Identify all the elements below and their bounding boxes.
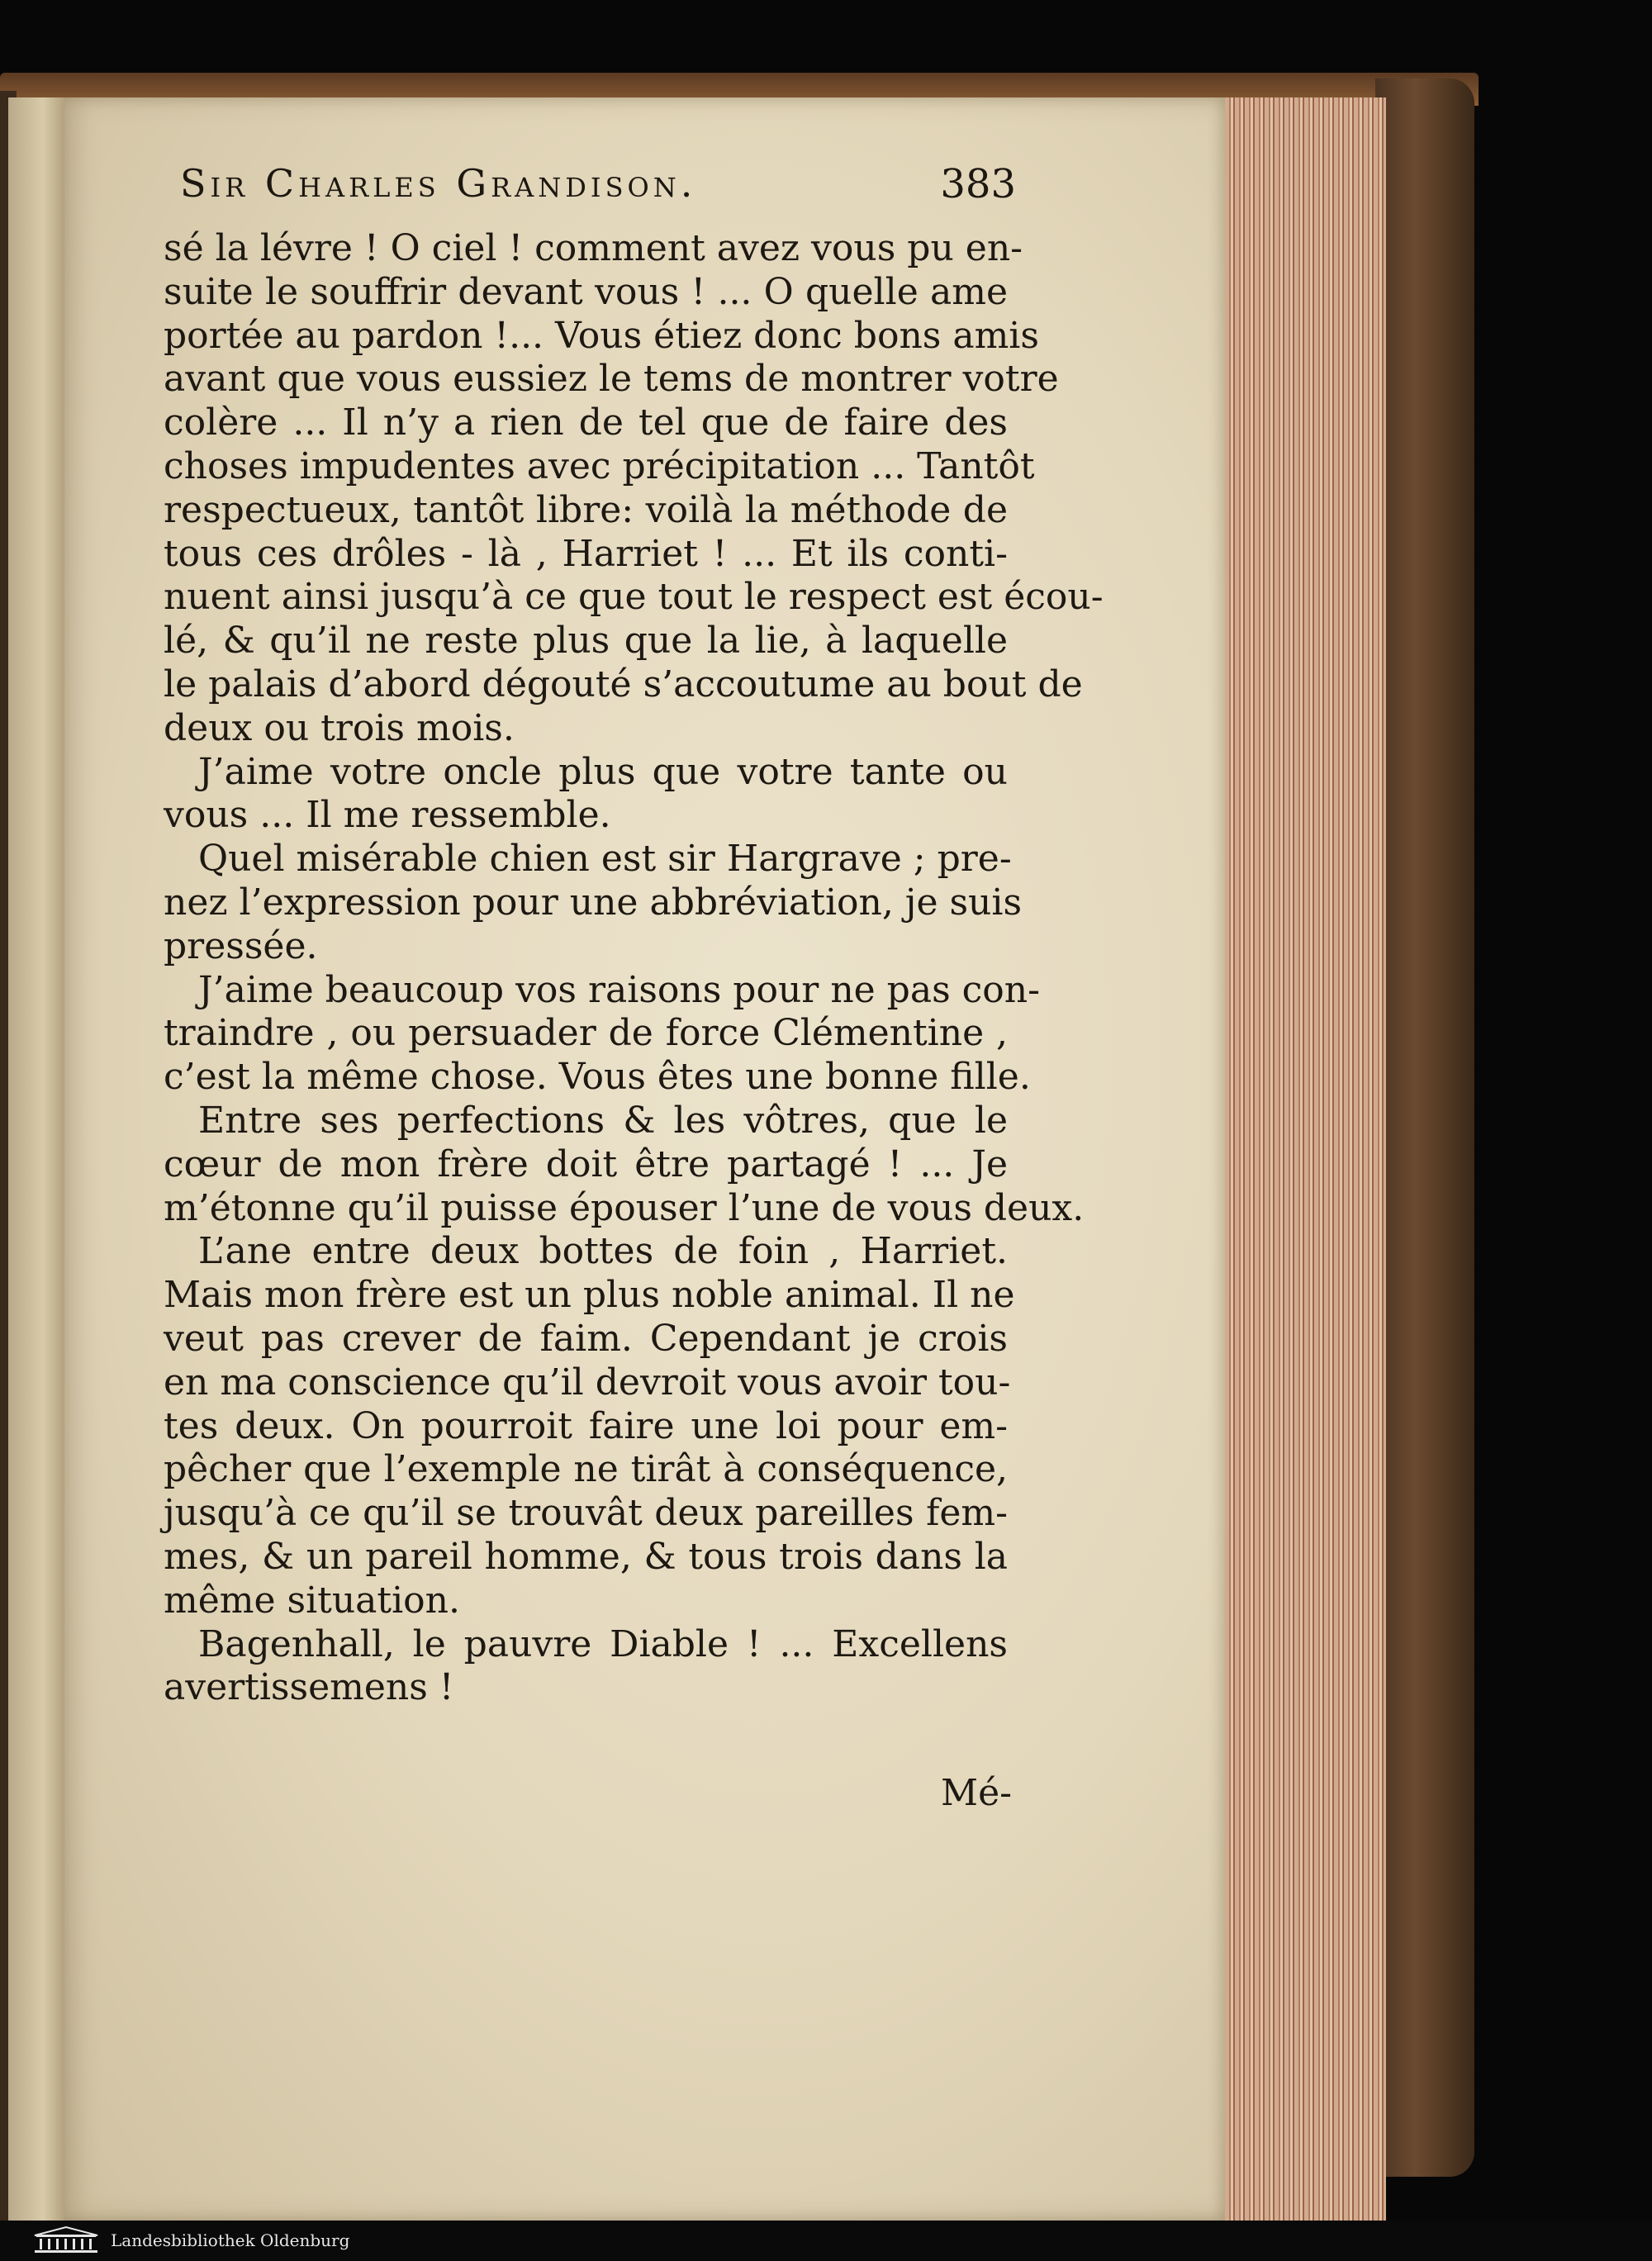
- text-line: sé la lévre ! O ciel ! comment avez vous pu en-: [164, 227, 1023, 269]
- text-line: nuent ainsi jusqu’à ce que tout le respect est écou-: [164, 576, 1104, 619]
- text-line: en ma conscience qu’il devroit vous avoir tou-: [164, 1361, 1011, 1404]
- text-line: c’est la même chose. Vous êtes une bonne fille.: [164, 1056, 1031, 1099]
- text-line: respectueux, tantôt libre: voilà la méthode de: [164, 488, 1008, 531]
- text-line: L’ane entre deux bottes de foin , Harriet.: [198, 1230, 1008, 1273]
- page-block-edges: [1222, 97, 1386, 2254]
- text-line: avant que vous eussiez le tems de montrer votre: [164, 358, 1059, 401]
- text-line: cœur de mon frère doit être partagé ! ... Je: [164, 1142, 1008, 1185]
- library-building-icon: [33, 2225, 99, 2254]
- text-line: suite le souffrir devant vous ! ... O quelle ame: [164, 270, 1008, 313]
- book-cover-right-edge: [1375, 78, 1474, 2177]
- library-name: Landesbibliothek Oldenburg: [111, 2230, 350, 2250]
- text-line: choses impudentes avec précipitation ... Tantôt: [164, 444, 1035, 487]
- text-line: pêcher que l’exemple ne tirât à conséquence,: [164, 1448, 1008, 1491]
- body-text: [164, 227, 1104, 1813]
- running-title: Sir Charles Grandison.: [180, 161, 697, 206]
- text-line: J’aime beaucoup vos raisons pour ne pas con-: [198, 968, 1040, 1011]
- text-line: jusqu’à ce qu’il se trouvât deux pareilles fem-: [164, 1492, 1008, 1535]
- text-line: tous ces drôles - là , Harriet ! ... Et ils conti-: [164, 532, 1008, 575]
- text-line: avertissemens !: [164, 1666, 454, 1709]
- text-line: J’aime votre oncle plus que votre tante ou: [198, 750, 1008, 793]
- text-line: m’étonne qu’il puisse épouser l’une de vous deux.: [164, 1186, 1085, 1229]
- catchword: Mé-: [941, 1772, 1012, 1814]
- text-line: colère ... Il n’y a rien de tel que de faire des: [164, 401, 1008, 444]
- text-line: le palais d’abord dégouté s’accoutume au bout de: [164, 663, 1083, 705]
- text-line: vous ... Il me ressemble.: [164, 794, 611, 837]
- text-line: Mais mon frère est un plus noble animal. Il ne: [164, 1274, 1015, 1317]
- text-line: Bagenhall, le pauvre Diable ! ... Excellens: [198, 1622, 1008, 1665]
- text-line: portée au pardon !... Vous étiez donc bons amis: [164, 314, 1039, 357]
- text-line: Quel misérable chien est sir Hargrave ; pre-: [198, 838, 1012, 881]
- text-line: lé, & qu’il ne reste plus que la lie, à laquelle: [164, 620, 1008, 663]
- facing-page-left: [8, 97, 66, 2237]
- text-line: Entre ses perfections & les vôtres, que le: [198, 1099, 1008, 1142]
- text-line: même situation.: [164, 1579, 460, 1622]
- text-line: deux ou trois mois.: [164, 706, 515, 749]
- text-line: traindre , ou persuader de force Clémentine ,: [164, 1012, 1008, 1055]
- text-line: mes, & un pareil homme, & tous trois dans la: [164, 1535, 1008, 1578]
- text-line: veut pas crever de faim. Cependant je crois: [164, 1317, 1008, 1360]
- page-number: 383: [940, 161, 1016, 207]
- text-line: tes deux. On pourroit faire une loi pour em-: [164, 1404, 1008, 1447]
- text-line: pressée.: [164, 924, 318, 967]
- text-line: nez l’expression pour une abbréviation, je suis: [164, 881, 1023, 924]
